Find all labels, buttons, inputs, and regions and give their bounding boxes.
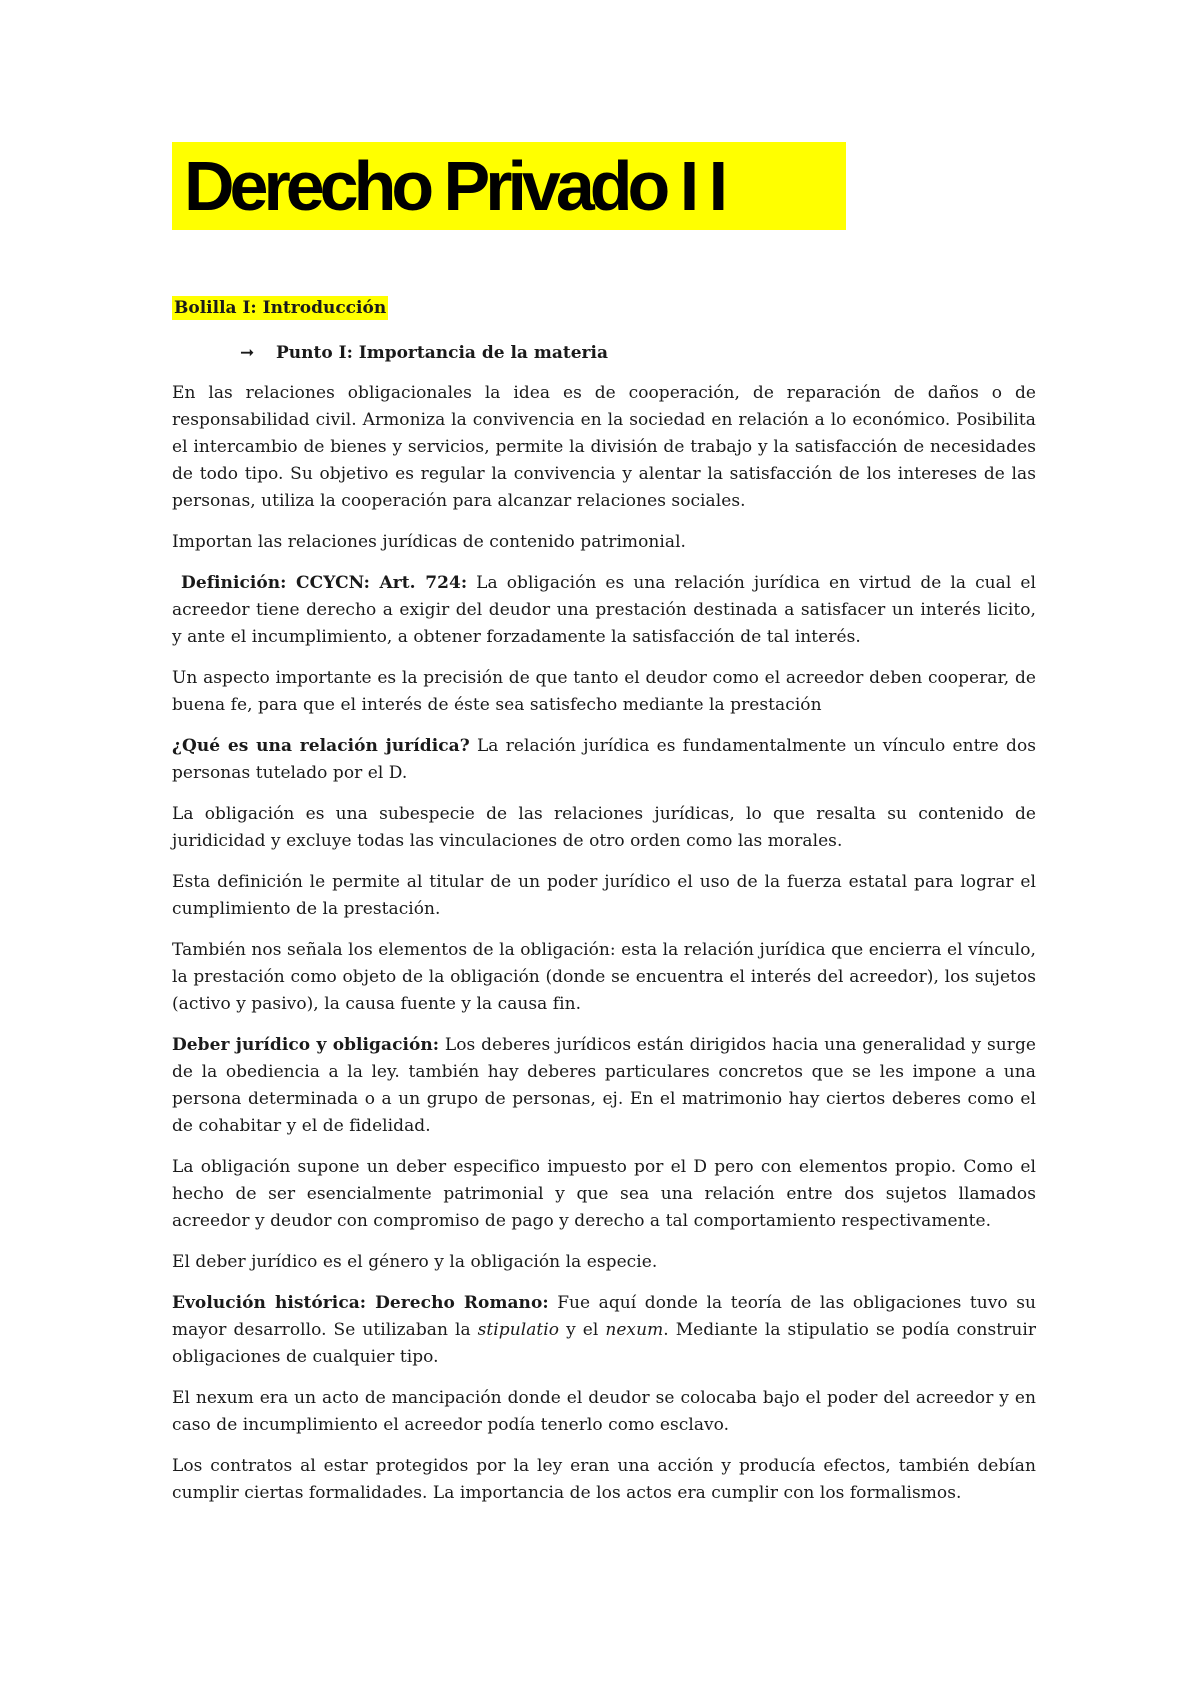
section-heading-block bbox=[172, 296, 1036, 320]
paragraph-elementos: También nos señala los elementos de la obligación: esta la relación jurídica que encierra el vínculo, la prestación como objeto de la obligación (donde se encuentra el interés del acreedor), los sujetos (activo y pasivo), la causa fuente y la causa fin. bbox=[172, 940, 1036, 1014]
relacion-juridica-label: ¿Qué es una relación jurídica? bbox=[172, 736, 470, 756]
evolucion-text-c: . Mediante la stipulatio se podía construir obligaciones de cualquier tipo. bbox=[172, 1320, 1036, 1367]
paragraph-evolucion bbox=[172, 1290, 1036, 1371]
evolucion-label: Evolución histórica: Derecho Romano: bbox=[172, 1293, 549, 1313]
definition-label: Definición: CCYCN: Art. 724: bbox=[181, 573, 468, 593]
title-block bbox=[172, 142, 1036, 232]
document-title: Derecho Privado I I bbox=[172, 142, 846, 230]
stipulatio-term: stipulatio bbox=[477, 1320, 560, 1340]
deber-juridico-label: Deber jurídico y obligación: bbox=[172, 1035, 440, 1055]
paragraph-relacion-juridica bbox=[172, 733, 1036, 787]
evolucion-text-b: y el bbox=[559, 1320, 606, 1340]
relacion-juridica-text: La relación jurídica es fundamentalmente un vínculo entre dos personas tutelado por el D. bbox=[172, 736, 1037, 783]
deber-juridico-text: Los deberes jurídicos están dirigidos hacia una generalidad y surge de la obediencia a la ley. también hay deberes particulares concretos que se les impone a una persona determinada o a un grupo de personas, ej. En el matrimonio hay ciertos deberes como el de cohabitar y el de fidelidad. bbox=[172, 1035, 1036, 1136]
paragraph-cooperate: Un aspecto importante es la precisión de que tanto el deudor como el acreedor deben cooperar, de buena fe, para que el interés de éste sea satisfecho mediante la prestación bbox=[172, 668, 1036, 715]
paragraph-contratos: Los contratos al estar protegidos por la ley eran una acción y producía efectos, también debían cumplir ciertas formalidades. La importancia de los actos era cumplir con los formalismos. bbox=[172, 1456, 1036, 1503]
paragraph-subespecie: La obligación es una subespecie de las relaciones jurídicas, lo que resalta su contenido de juridicidad y excluye todas las vinculaciones de otro orden como las morales. bbox=[172, 804, 1036, 851]
paragraph-deber-juridico bbox=[172, 1032, 1036, 1140]
definition-text: La obligación es una relación jurídica en virtud de la cual el acreedor tiene derecho a exigir del deudor una prestación destinada a satisfacer un interés licito, y ante el incumplimiento, a obtener forzadamente la satisfacción de tal interés. bbox=[172, 573, 1036, 647]
arrow-bullet-icon: ➞ bbox=[240, 343, 255, 363]
subsection-heading bbox=[240, 340, 1036, 366]
paragraph-nexum: El nexum era un acto de mancipación donde el deudor se colocaba bajo el poder del acreedor y en caso de incumplimiento el acreedor podía tenerlo como esclavo. bbox=[172, 1388, 1036, 1435]
paragraph-genero-especie: El deber jurídico es el género y la obligación la especie. bbox=[172, 1252, 658, 1272]
subsection-heading-label: Punto I: Importancia de la materia bbox=[276, 343, 608, 363]
paragraph-definition bbox=[172, 570, 1036, 651]
evolucion-text-a: Fue aquí donde la teoría de las obligaciones tuvo su mayor desarrollo. Se utilizaban la bbox=[172, 1293, 1036, 1340]
document-body bbox=[172, 142, 1036, 1521]
paragraph-fuerza-estatal: Esta definición le permite al titular de un poder jurídico el uso de la fuerza estatal para lograr el cumplimiento de la prestación. bbox=[172, 872, 1036, 919]
paragraph-deber-especifico: La obligación supone un deber especifico impuesto por el D pero con elementos propio. Como el hecho de ser esencialmente patrimonial y que sea una relación entre dos sujetos llamados acreedor y deudor con compromiso de pago y derecho a tal comportamiento respectivamente. bbox=[172, 1157, 1036, 1231]
nexum-term: nexum bbox=[605, 1320, 664, 1340]
section-heading: Bolilla I: Introducción bbox=[174, 298, 387, 318]
paragraph-patrimonial: Importan las relaciones jurídicas de contenido patrimonial. bbox=[172, 532, 687, 552]
paragraph-cooperation: En las relaciones obligacionales la idea es de cooperación, de reparación de daños o de responsabilidad civil. Armoniza la convivencia en la sociedad en relación a lo económico. Posibilita el intercambio de bienes y servicios, permite la división de trabajo y la satisfacción de necesidades de todo tipo. Su objetivo es regular la convivencia y alentar la satisfacción de los intereses de las personas, utiliza la cooperación para alcanzar relaciones sociales. bbox=[172, 383, 1036, 511]
